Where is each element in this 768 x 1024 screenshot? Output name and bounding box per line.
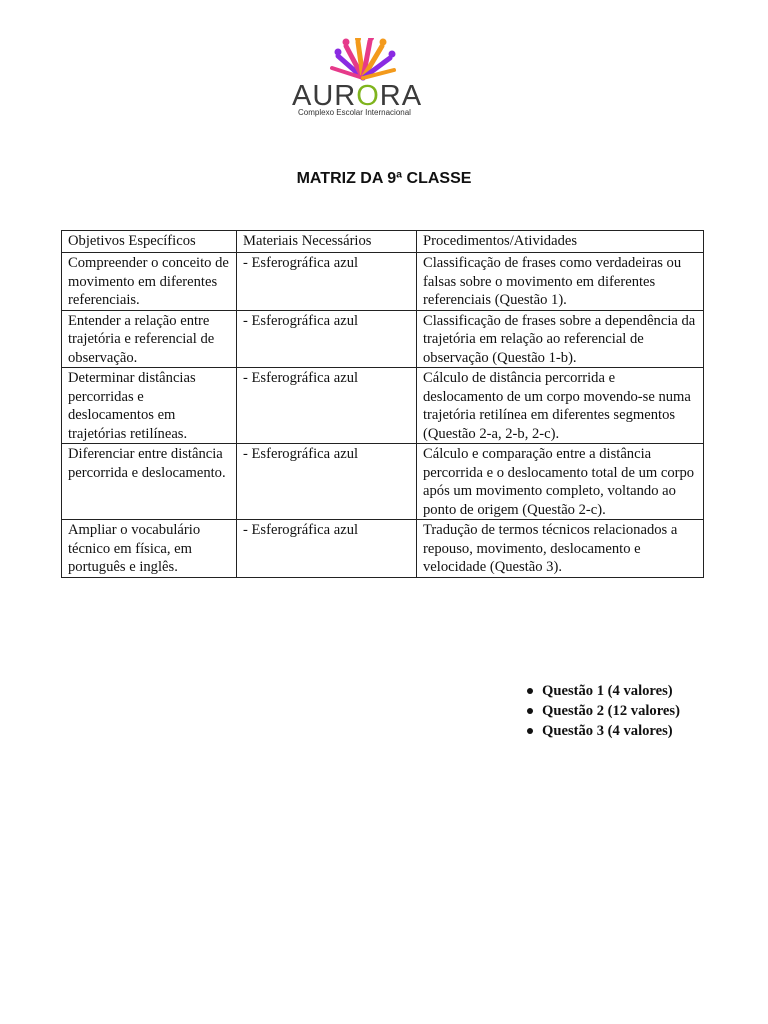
cell-procedimento: Tradução de termos técnicos relacionados a repouso, movimento, deslocamento e velocidade (Questão 3). bbox=[417, 520, 704, 578]
cell-material: - Esferográfica azul bbox=[237, 310, 417, 368]
cell-material: - Esferográfica azul bbox=[237, 444, 417, 520]
logo-subtitle: Complexo Escolar Internacional bbox=[298, 108, 411, 117]
table-header-row bbox=[62, 231, 704, 253]
cell-procedimento: Cálculo de distância percorrida e deslocamento de um corpo movendo-se numa trajetória retilínea em diferentes segmentos (Questão 2-a, 2-b, 2-c). bbox=[417, 368, 704, 444]
page-title: MATRIZ DA 9ª CLASSE bbox=[296, 170, 472, 187]
cell-objetivo: Determinar distâncias percorridas e deslocamentos em trajetórias retilíneas. bbox=[62, 368, 237, 444]
table-row bbox=[62, 253, 704, 311]
table-row bbox=[62, 520, 704, 578]
cell-material: - Esferográfica azul bbox=[237, 368, 417, 444]
burst-icon bbox=[326, 38, 400, 82]
cell-objetivo: Diferenciar entre distância percorrida e deslocamento. bbox=[62, 444, 237, 520]
cell-objetivo: Compreender o conceito de movimento em diferentes referenciais. bbox=[62, 253, 237, 311]
list-item: Questão 2 (12 valores) bbox=[522, 701, 680, 721]
cell-material: - Esferográfica azul bbox=[237, 520, 417, 578]
header-procedimentos: Procedimentos/Atividades bbox=[417, 231, 704, 253]
list-item: Questão 3 (4 valores) bbox=[522, 721, 680, 741]
matrix-table bbox=[61, 230, 704, 578]
cell-objetivo: Ampliar o vocabulário técnico em física, em português e inglês. bbox=[62, 520, 237, 578]
logo-wordmark: AURORA bbox=[292, 80, 423, 112]
cell-procedimento: Classificação de frases sobre a dependência da trajetória em relação ao referencial de observação (Questão 1-b). bbox=[417, 310, 704, 368]
table-row bbox=[62, 310, 704, 368]
cell-material: - Esferográfica azul bbox=[237, 253, 417, 311]
header-materiais: Materiais Necessários bbox=[237, 231, 417, 253]
score-list bbox=[522, 681, 680, 741]
table-row bbox=[62, 368, 704, 444]
cell-procedimento: Cálculo e comparação entre a distância percorrida e o deslocamento total de um corpo após um movimento completo, voltando ao ponto de origem (Questão 2-c). bbox=[417, 444, 704, 520]
cell-objetivo: Entender a relação entre trajetória e referencial de observação. bbox=[62, 310, 237, 368]
header-objetivos: Objetivos Específicos bbox=[62, 231, 237, 253]
cell-procedimento: Classificação de frases como verdadeiras ou falsas sobre o movimento em diferentes referenciais (Questão 1). bbox=[417, 253, 704, 311]
table-row bbox=[62, 444, 704, 520]
list-item: Questão 1 (4 valores) bbox=[522, 681, 680, 701]
aurora-logo bbox=[288, 38, 438, 120]
